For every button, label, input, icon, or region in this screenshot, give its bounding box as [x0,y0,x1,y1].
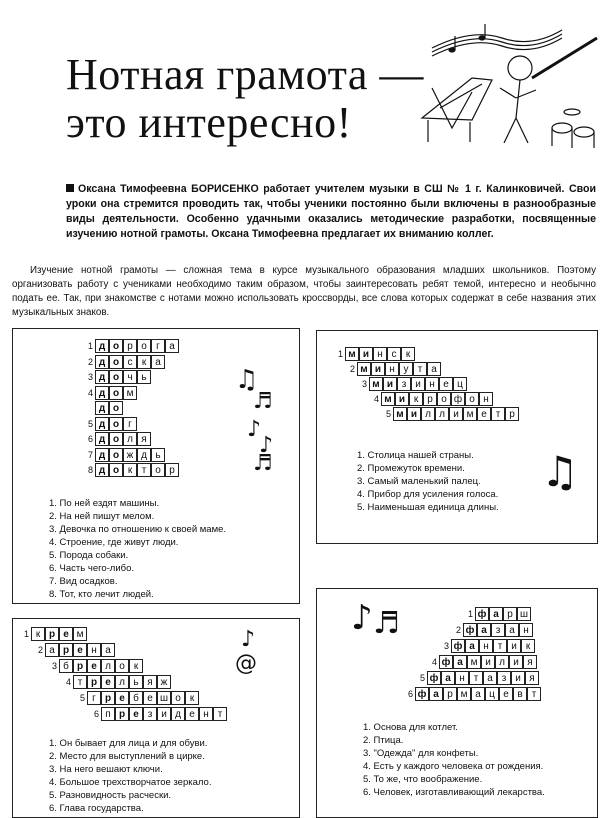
crossword-cell[interactable]: и [411,377,425,391]
crossword-cell[interactable]: к [401,347,415,361]
crossword-row-number: 1 [337,349,343,359]
crossword-cell[interactable]: а [465,639,479,653]
crossword-cell[interactable]: а [151,355,165,369]
crossword-cell[interactable]: и [157,707,171,721]
crossword-row-number: 2 [37,645,43,655]
crossword-cell[interactable]: н [479,392,493,406]
crossword-cell[interactable]: м [457,687,471,701]
crossword-clue: 4. Прибор для усиления голоса. [357,489,499,500]
music-note-icon: ♫ [235,365,259,395]
crossword-re-frame [12,618,300,818]
crossword-cell[interactable]: я [525,671,539,685]
crossword-cell[interactable]: н [373,347,387,361]
crossword-clue: 3. Самый маленький палец. [357,476,481,487]
crossword-cell[interactable]: а [453,655,467,669]
crossword-cell[interactable]: е [129,707,143,721]
crossword-row-number: 6 [93,709,99,719]
crossword-clue: 6. Глава государства. [49,803,144,814]
crossword-clue: 5. Наименьшая единица длины. [357,502,499,513]
crossword-cell[interactable]: е [477,407,491,421]
intro-paragraph: Изучение нотной грамоты — сложная тема в курсе музыкального образования младших школьников. Поэтому организовать работу с учениками необходимо таким образом, чтобы заинтересовать ребят темой, интересно и необычно подать ее. Так, при знакомстве с нотами можно использовать кроссворды, все слова которых содержат в себе названия этих музыкальных знаков. [12,265,596,318]
crossword-cell[interactable]: м [393,407,407,421]
crossword-cell[interactable]: д [95,401,109,415]
crossword-cell[interactable]: н [385,362,399,376]
crossword-cell[interactable]: к [521,639,535,653]
crossword-cell[interactable]: а [505,623,519,637]
crossword-cell[interactable]: и [383,377,397,391]
crossword-cell[interactable]: в [513,687,527,701]
crossword-cell[interactable]: р [59,643,73,657]
crossword-cell[interactable]: н [519,623,533,637]
crossword-re-clues [49,737,211,815]
crossword-cell[interactable]: з [497,671,511,685]
crossword-mi-clues [357,449,499,514]
crossword-cell[interactable]: р [443,687,457,701]
crossword-cell[interactable]: о [109,339,123,353]
crossword-cell[interactable]: д [95,463,109,477]
crossword-clue: 2. Промежуток времени. [357,463,465,474]
crossword-cell[interactable]: и [507,639,521,653]
crossword-cell[interactable]: ь [151,448,165,462]
crossword-cell[interactable]: р [423,392,437,406]
crossword-cell[interactable]: к [31,627,45,641]
crossword-cell[interactable]: д [95,417,109,431]
crossword-cell[interactable]: м [463,407,477,421]
music-note-icon: ♪ [247,417,262,442]
crossword-cell[interactable]: о [109,386,123,400]
crossword-cell[interactable]: о [151,463,165,477]
music-note-icon: ♬ [253,451,273,476]
crossword-fa-clues [363,721,545,799]
crossword-row-number: 4 [65,677,71,687]
crossword-cell[interactable]: к [137,355,151,369]
crossword-cell[interactable]: р [505,407,519,421]
crossword-cell[interactable]: д [95,432,109,446]
music-note-icon: ♪ [241,627,256,652]
crossword-clue: 6. Часть чего-либо. [49,563,135,574]
crossword-cell[interactable]: о [137,339,151,353]
crossword-fa-frame [316,588,598,818]
crossword-cell[interactable]: г [87,691,101,705]
crossword-cell[interactable]: р [503,607,517,621]
crossword-row-number: 4 [87,387,93,398]
crossword-cell[interactable]: т [213,707,227,721]
crossword-clue: 6. Человек, изготавливающий лекарства. [363,787,545,798]
crossword-cell[interactable]: т [137,463,151,477]
crossword-cell[interactable]: ц [485,687,499,701]
crossword-cell[interactable]: и [481,655,495,669]
crossword-cell[interactable]: т [491,407,505,421]
crossword-cell[interactable]: р [87,675,101,689]
crossword-cell[interactable]: к [129,659,143,673]
crossword-cell[interactable]: н [479,639,493,653]
crossword-cell[interactable]: о [109,370,123,384]
crossword-cell[interactable]: ш [517,607,531,621]
crossword-cell[interactable]: т [413,362,427,376]
crossword-cell[interactable]: м [369,377,383,391]
crossword-cell[interactable]: н [425,377,439,391]
crossword-cell[interactable]: о [109,355,123,369]
lead-text: Оксана Тимофеевна БОРИСЕНКО работает учителем музыки в СШ № 1 г. Калинковичей. Свои уроки она стремится проводить так, чтобы ученики постоянно были включены в разнообразные виды деятельности. Особенно удачными оказались методические разработки, посвященные изучению нотной грамоты. Оксана Тимофеевна предлагает их вниманию коллег. [66,183,596,240]
crossword-cell[interactable]: з [143,707,157,721]
crossword-cell[interactable]: ф [451,392,465,406]
crossword-cell[interactable]: и [395,392,409,406]
crossword-cell[interactable]: т [493,639,507,653]
crossword-row-number: 3 [87,372,93,382]
crossword-do-clues [49,497,226,601]
crossword-cell[interactable]: о [115,659,129,673]
crossword-cell[interactable]: а [471,687,485,701]
crossword-cell[interactable]: д [95,448,109,462]
crossword-cell[interactable]: м [381,392,395,406]
crossword-clue: 3. На него вешают ключи. [49,764,163,775]
crossword-cell[interactable]: ф [415,687,429,701]
crossword-cell[interactable]: л [115,675,129,689]
crossword-cell[interactable]: е [439,377,453,391]
crossword-cell[interactable]: г [123,417,137,431]
crossword-cell[interactable]: м [73,627,87,641]
crossword-cell[interactable]: к [123,463,137,477]
crossword-row-number: 1 [87,341,93,351]
crossword-clue: 7. Вид осадков. [49,576,118,587]
crossword-cell[interactable]: и [359,347,373,361]
crossword-cell[interactable]: д [95,339,109,353]
crossword-cell[interactable]: п [101,707,115,721]
crossword-cell[interactable]: д [171,707,185,721]
crossword-cell[interactable]: л [421,407,435,421]
crossword-cell[interactable]: л [435,407,449,421]
crossword-cell[interactable]: ф [451,639,465,653]
crossword-cell[interactable]: з [397,377,411,391]
crossword-cell[interactable]: е [143,691,157,705]
crossword-cell[interactable]: с [123,355,137,369]
crossword-cell[interactable]: о [465,392,479,406]
crossword-row-number: 7 [87,449,93,460]
crossword-row-number: 2 [87,356,93,367]
crossword-clue: 2. На ней пишут мелом. [49,511,155,522]
crossword-cell[interactable]: у [399,362,413,376]
crossword-cell[interactable]: ф [439,655,453,669]
crossword-cell[interactable]: ж [157,675,171,689]
crossword-cell[interactable]: и [449,407,463,421]
crossword-clue: 3. "Одежда" для конфеты. [363,748,479,759]
crossword-cell[interactable]: м [123,386,137,400]
crossword-cell[interactable]: ф [475,607,489,621]
crossword-cell[interactable]: и [509,655,523,669]
crossword-cell[interactable]: г [151,339,165,353]
crossword-cell[interactable]: р [165,463,179,477]
crossword-clue: 5. Разновидность расчески. [49,790,172,801]
crossword-cell[interactable]: т [527,687,541,701]
page-title-line-1: Нотная грамота — [66,50,424,99]
crossword-clue: 4. Большое трехстворчатое зеркало. [49,777,212,788]
crossword-cell[interactable]: ф [463,623,477,637]
crossword-cell[interactable]: д [95,370,109,384]
crossword-cell[interactable]: о [109,463,123,477]
crossword-cell[interactable]: а [101,643,115,657]
music-note-icon: ♫ [541,447,579,496]
bullet-square-icon [66,184,74,192]
crossword-cell[interactable]: а [427,362,441,376]
crossword-row-number: 3 [51,661,57,671]
crossword-cell[interactable]: н [455,671,469,685]
crossword-clue: 1. Он бывает для лица и для обуви. [49,738,208,749]
crossword-cell[interactable]: н [87,643,101,657]
crossword-clue: 8. Тот, кто лечит людей. [49,589,154,600]
crossword-cell[interactable]: ш [157,691,171,705]
crossword-cell[interactable]: а [45,643,59,657]
music-note-icon: ♪ [351,598,373,638]
crossword-cell[interactable]: д [95,355,109,369]
crossword-cell[interactable]: р [123,339,137,353]
crossword-cell[interactable]: к [185,691,199,705]
crossword-cell[interactable]: е [499,687,513,701]
crossword-row-number: 6 [407,689,413,699]
crossword-cell[interactable]: а [165,339,179,353]
crossword-cell[interactable]: о [109,448,123,462]
crossword-cell[interactable]: р [73,659,87,673]
crossword-cell[interactable]: к [409,392,423,406]
crossword-cell[interactable]: е [115,691,129,705]
crossword-cell[interactable]: о [109,401,123,415]
crossword-cell[interactable]: е [59,627,73,641]
crossword-clue: 4. Строение, где живут люди. [49,537,179,548]
crossword-cell[interactable]: а [441,671,455,685]
crossword-cell[interactable]: е [87,659,101,673]
crossword-cell[interactable]: л [123,432,137,446]
crossword-cell[interactable]: я [137,432,151,446]
crossword-clue: 1. По ней ездят машины. [49,498,160,509]
music-note-icon: ♬ [253,389,273,414]
crossword-cell[interactable]: р [101,691,115,705]
crossword-cell[interactable]: и [371,362,385,376]
page-title-line-2: это интересно! [66,98,352,147]
crossword-cell[interactable]: ж [123,448,137,462]
crossword-row-number: 4 [373,394,379,404]
crossword-cell[interactable]: а [483,671,497,685]
crossword-cell[interactable]: д [137,448,151,462]
crossword-cell[interactable]: я [523,655,537,669]
crossword-cell[interactable]: ф [427,671,441,685]
crossword-cell[interactable]: р [45,627,59,641]
crossword-row-number: 3 [361,379,367,389]
crossword-row-number: 3 [443,641,449,651]
crossword-cell[interactable]: а [429,687,443,701]
crossword-cell[interactable]: д [95,386,109,400]
crossword-cell[interactable]: о [109,432,123,446]
crossword-cell[interactable]: а [489,607,503,621]
crossword-cell[interactable]: о [109,417,123,431]
crossword-row-number: 8 [87,465,93,475]
crossword-do-frame [12,328,300,604]
crossword-row-number: 5 [87,418,93,429]
crossword-cell[interactable]: б [129,691,143,705]
crossword-cell[interactable]: я [143,675,157,689]
crossword-cell[interactable]: и [407,407,421,421]
crossword-clue: 4. Есть у каждого человека от рождения. [363,761,544,772]
music-illustration [412,8,608,158]
crossword-cell[interactable]: т [73,675,87,689]
lead-paragraph [66,182,596,242]
crossword-clue: 5. Порода собаки. [49,550,129,561]
crossword-cell[interactable]: м [357,362,371,376]
crossword-cell[interactable]: с [387,347,401,361]
crossword-cell[interactable]: з [491,623,505,637]
crossword-cell[interactable]: л [101,659,115,673]
crossword-clue: 1. Столица нашей страны. [357,450,474,461]
crossword-clue: 5. То же, что воображение. [363,774,483,785]
crossword-row-number: 5 [419,673,425,683]
crossword-cell[interactable]: ь [129,675,143,689]
crossword-cell[interactable]: а [477,623,491,637]
crossword-cell[interactable]: б [59,659,73,673]
crossword-cell[interactable]: м [345,347,359,361]
crossword-row-number: 2 [455,625,461,635]
crossword-cell[interactable]: о [437,392,451,406]
crossword-clue: 2. Место для выступлений в цирке. [49,751,205,762]
crossword-cell[interactable]: л [495,655,509,669]
crossword-cell[interactable]: е [101,675,115,689]
crossword-row-number: 2 [349,364,355,374]
crossword-cell[interactable]: и [511,671,525,685]
music-note-icon: ♪ [259,433,274,458]
crossword-row-number: 5 [79,693,85,703]
crossword-cell[interactable]: е [73,643,87,657]
crossword-cell[interactable]: ь [137,370,151,384]
crossword-cell[interactable]: р [115,707,129,721]
crossword-mi-frame [316,330,598,544]
crossword-cell[interactable]: н [199,707,213,721]
crossword-row-number: 1 [23,629,29,639]
crossword-row-number: 5 [385,409,391,419]
crossword-row-number: 6 [87,434,93,444]
crossword-clue: 3. Девочка по отношению к своей маме. [49,524,227,535]
crossword-cell[interactable]: ч [123,370,137,384]
crossword-cell[interactable]: е [185,707,199,721]
spiral-icon: @ [235,651,257,676]
crossword-row-number: 4 [431,657,437,667]
crossword-cell[interactable]: ц [453,377,467,391]
crossword-row-number: 1 [467,609,473,619]
crossword-clue: 1. Основа для котлет. [363,722,458,733]
crossword-cell[interactable]: м [467,655,481,669]
crossword-cell[interactable]: т [469,671,483,685]
crossword-clue: 2. Птица. [363,735,404,746]
crossword-cell[interactable]: о [171,691,185,705]
music-note-icon: ♬ [373,606,400,641]
